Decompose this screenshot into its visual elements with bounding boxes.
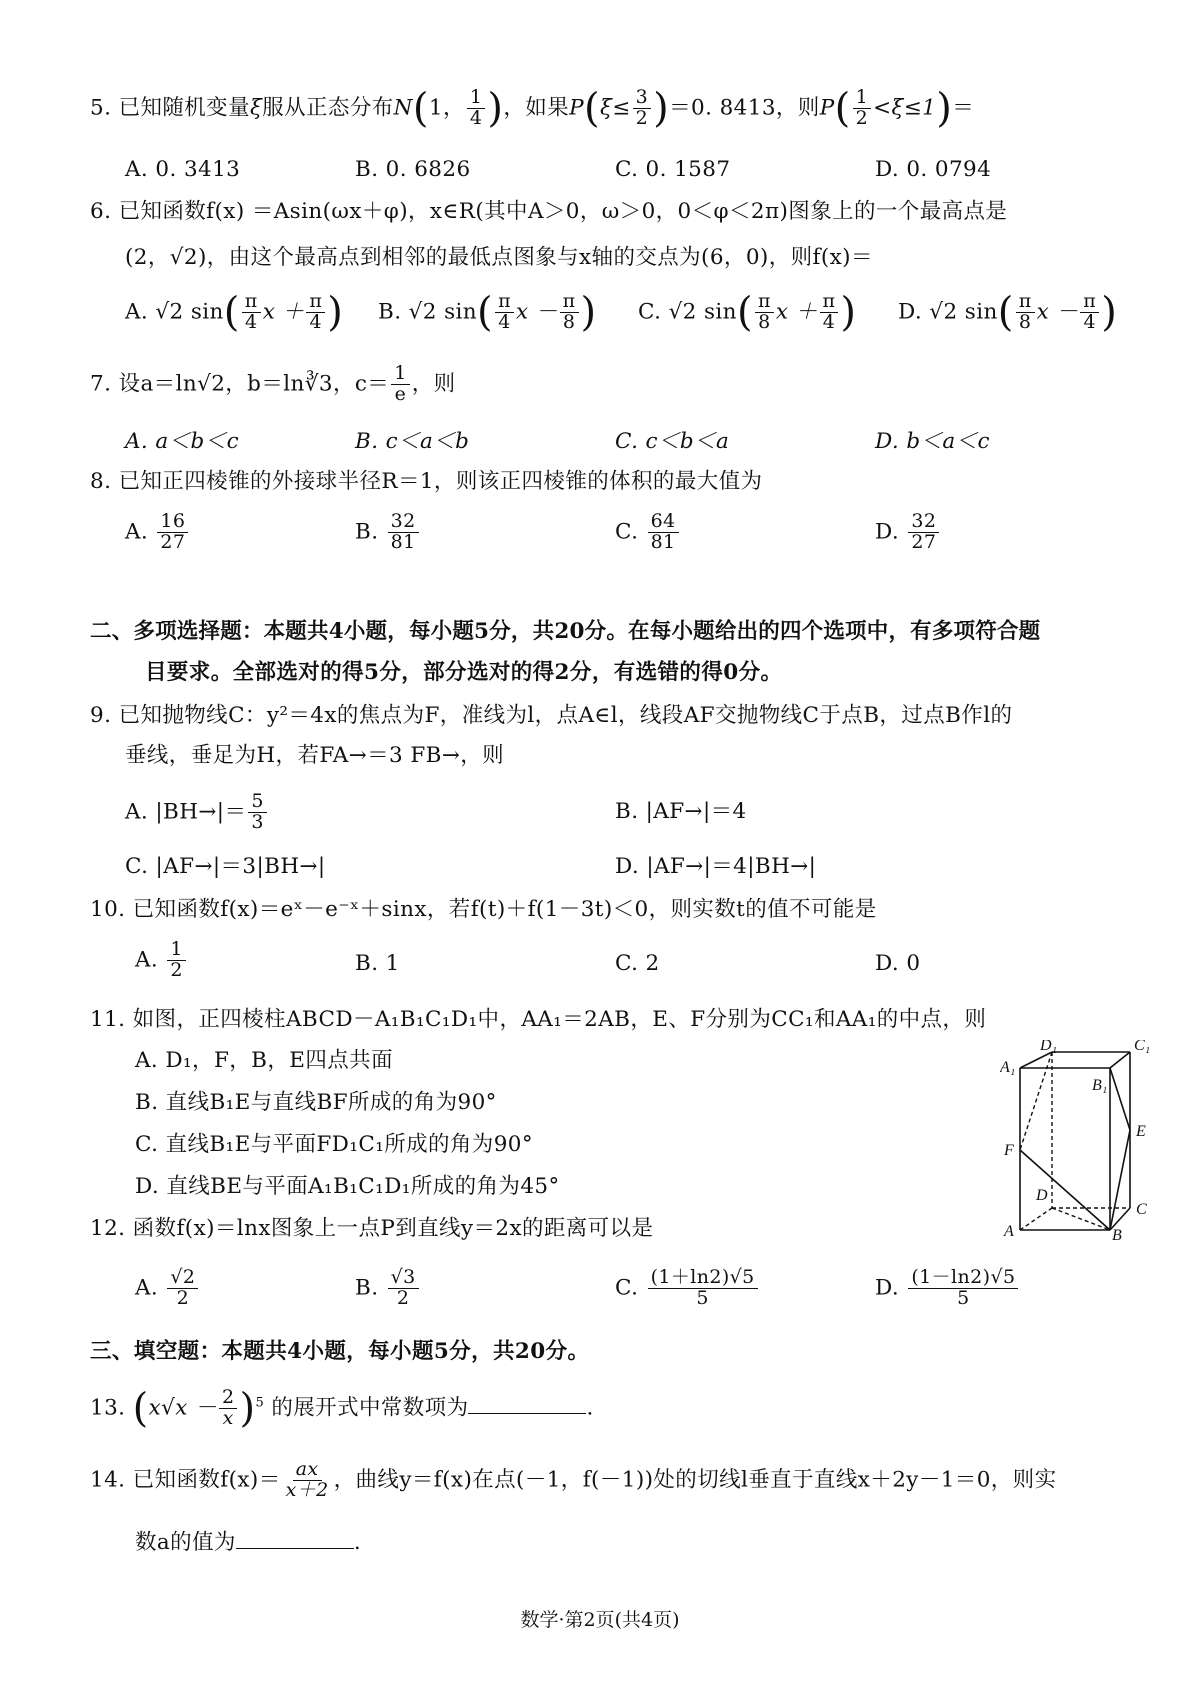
q9-option-c: C. |AF→|＝3|BH→| [125, 854, 326, 879]
edge [1110, 1068, 1130, 1130]
question-13: 13. (x√x － $\frac{2}{x}$ )$^5$ 的展开式中常数项为 . [90, 1385, 594, 1432]
section-2-heading-cont: 目要求。全部选对的得5分，部分选对的得2分，有选错的得0分。 [145, 660, 783, 685]
label-D1: D₁ [1040, 1040, 1058, 1054]
q12-option-b: B. $\frac{√3}{2}$ [355, 1268, 421, 1309]
q9-option-a: A. |BH→|＝ $\frac{5}{3}$ [125, 792, 269, 833]
answer-blank[interactable] [236, 1528, 354, 1549]
label-F: F [1004, 1142, 1014, 1159]
hidden-edge [1052, 1208, 1110, 1230]
hidden-edge [1020, 1208, 1052, 1230]
question-14-line2: 数a的值为 . [135, 1530, 362, 1555]
q7-option-a: A. a＜b＜c [125, 429, 240, 454]
question-9-line1: 9. 已知抛物线C：y²＝4x的焦点为F，准线为l，点A∈l，线段AF交抛物线C于点B，过点B作l的 [90, 703, 1013, 728]
q6-option-a: A. √2 sin( $\frac{\pi}{4}$ x ＋ $\frac{\pi}{4}$ ) [125, 289, 344, 336]
question-11: 11. 如图，正四棱柱ABCD－A₁B₁C₁D₁中，AA₁＝2AB，E、F分别为CC₁和AA₁的中点，则 [90, 1007, 987, 1032]
label-A1: A₁ [1000, 1059, 1016, 1076]
label-A: A [1004, 1223, 1014, 1240]
label-C1: C₁ [1134, 1040, 1151, 1054]
q10-option-c: C. 2 [615, 951, 660, 976]
q5-option-c: C. 0. 1587 [615, 157, 731, 182]
label-B1: B₁ [1092, 1077, 1108, 1094]
question-10: 10. 已知函数f(x)＝eˣ－e⁻ˣ＋sinx，若f(t)＋f(1－3t)＜0，则实数t的值不可能是 [90, 897, 877, 922]
label-D: D [1036, 1187, 1048, 1204]
q8-option-a: A. $\frac{16}{27}$ [125, 512, 190, 553]
q11-option-b: B. 直线B₁E与直线BF所成的角为90° [135, 1090, 497, 1115]
question-12: 12. 函数f(x)＝lnx图象上一点P到直线y＝2x的距离可以是 [90, 1216, 654, 1241]
q10-option-d: D. 0 [875, 951, 921, 976]
q10-option-a: A. $\frac{1}{2}$ [135, 940, 188, 981]
question-9-line2: 垂线，垂足为H，若FA→＝3 FB→，则 [125, 743, 505, 768]
question-6-line2: (2，√2)，由这个最高点到相邻的最低点图象与x轴的交点为(6，0)，则f(x)＝ [125, 245, 873, 270]
section-3-heading: 三、填空题：本题共4小题，每小题5分，共20分。 [90, 1339, 590, 1364]
q6-option-d: D. √2 sin( $\frac{\pi}{8}$ x － $\frac{\pi}{4}$ ) [898, 289, 1118, 336]
question-14: 14. 已知函数f(x)＝ $\frac{ax}{x+2}$ ，曲线y＝f(x)在点(－1，f(－1))处的切线l垂直于直线x＋2y－1＝0，则实 [90, 1458, 1057, 1501]
section-2-heading: 二、多项选择题：本题共4小题，每小题5分，共20分。在每小题给出的四个选项中，有多项符合题 [90, 619, 1041, 644]
question-6-line1: 6. 已知函数f(x) ＝Asin(ωx＋φ)，x∈R(其中A＞0，ω＞0，0＜φ＜2π)图象上的一个最高点是 [90, 199, 1008, 224]
q7-option-b: B. c＜a＜b [355, 429, 470, 454]
q10-option-b: B. 1 [355, 951, 400, 976]
prism-figure [1000, 1040, 1160, 1240]
edge [1020, 1150, 1110, 1230]
edge [1110, 1130, 1130, 1230]
fraction: $\frac{1}{4}$ [467, 88, 486, 129]
q5-option-a: A. 0. 3413 [125, 157, 241, 182]
q11-option-c: C. 直线B₁E与平面FD₁C₁所成的角为90° [135, 1132, 534, 1157]
q9-option-b: B. |AF→|＝4 [615, 799, 747, 824]
q8-option-b: B. $\frac{32}{81}$ [355, 512, 421, 553]
label-E: E [1136, 1123, 1146, 1140]
fraction: $\frac{1}{2}$ [853, 88, 872, 129]
q12-option-c: C. $\frac{(1+\ln 2)√5}{5}$ [615, 1268, 760, 1309]
q12-option-a: A. $\frac{√2}{2}$ [135, 1268, 200, 1309]
page-footer: 数学·第2页(共4页) [520, 1609, 680, 1631]
q5-option-d: D. 0. 0794 [875, 157, 992, 182]
label-B: B [1112, 1227, 1122, 1240]
q7-option-c: C. c＜b＜a [615, 429, 730, 454]
edge [1110, 1052, 1130, 1068]
q7-option-d: D. b＜a＜c [875, 429, 990, 454]
q5-option-b: B. 0. 6826 [355, 157, 471, 182]
label-C: C [1136, 1201, 1147, 1218]
answer-blank[interactable] [468, 1393, 586, 1414]
q11-option-d: D. 直线BE与平面A₁B₁C₁D₁所成的角为45° [135, 1174, 560, 1199]
q8-option-d: D. $\frac{32}{27}$ [875, 512, 941, 553]
fraction: $\frac{3}{2}$ [633, 88, 652, 129]
q12-option-d: D. $\frac{(1-\ln 2)√5}{5}$ [875, 1268, 1020, 1309]
q9-option-d: D. |AF→|＝4|BH→| [615, 854, 817, 879]
q11-option-a: A. D₁，F，B，E四点共面 [135, 1048, 393, 1073]
question-8: 8. 已知正四棱锥的外接球半径R＝1，则该正四棱锥的体积的最大值为 [90, 469, 763, 494]
question-5: 5. 已知随机变量ξ服从正态分布N(1， $\frac{1}{4}$ )，如果P(ξ≤ $\frac{3}{2}$ )＝0. 8413，则P( $\frac{1}{2}$ <ξ≤1)＝ [90, 85, 975, 132]
q6-option-c: C. √2 sin( $\frac{\pi}{8}$ x ＋ $\frac{\pi}{4}$ ) [638, 289, 857, 336]
q8-option-c: C. $\frac{64}{81}$ [615, 512, 681, 553]
q6-option-b: B. √2 sin( $\frac{\pi}{4}$ x － $\frac{\pi}{8}$ ) [378, 289, 597, 336]
hidden-edge [1020, 1052, 1052, 1150]
question-7: 7. 设a＝ln√2，b＝ln∛3，c＝ $\frac{1}{e}$ ，则 [90, 362, 456, 405]
